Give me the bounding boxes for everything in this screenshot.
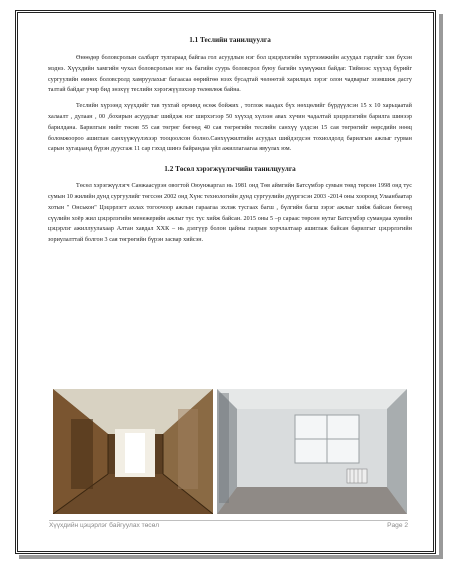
page-shadow-bottom — [19, 555, 443, 559]
section2-heading: 1.2 Төсөл хэрэгжүүлэгчийн танилцуулга — [164, 165, 296, 174]
room-photo — [217, 389, 407, 514]
section1-heading: 1.1 Теслийн танилцуулга — [189, 36, 271, 44]
page-number: Page 2 — [387, 522, 408, 529]
page-shadow-right — [439, 14, 443, 558]
document-body — [48, 36, 412, 246]
paragraph-project-scope: Теслийн хүрээнд хүүхдийг тав тухтай орчинд өсөж бойжих , тоглож наадах бүх нөхцөлийг бүрдүүлсэн 15 x 10 харьцаатай халаалт , дулаан , 00 ,бохирын асуудлыг шийдэж нэг ширхэгээр 50 хүүхэд хүлээн авах хүчин чадалтай цэцэрлэгийн барилга шинээр барилдана. Барилгын нийт төсөв 55 сая төгрөг бөгөөд 40 сая төгрөгийн теслийн санхүү үлдсэн 15 сая төгрөгийг өөрсдийн нөөц боломжоороо ашиглан санхүүжүүлэхээр тооцоолсон болно.Санхүүжилтийн асуудал шийдэгдсэн тохиолдолд барилгын ажлыг гурван сарын хугацаанд бүрэн дуусгаж 11 сар гэхэд шинэ байрандаа үйл ажиллагаагаа явуулах юм. — [48, 103, 412, 153]
footer-title: Хүүхдийн цэцэрлэг байгуулах төсөл — [49, 522, 160, 529]
photo-row — [53, 389, 407, 514]
page-footer — [49, 520, 408, 529]
corridor-photo — [53, 389, 213, 514]
paragraph-implementer: Төсөл хэрэгжүүлэгч Санжаасүрэн овогтой Оюунжаргал нь 1981 онд Төв аймгийн Батсүмбэр сумын төвд төрсөн 1998 онд тус сумын 10 жилийн дунд сургуулийг төгссөн 2002 онд Хүнс технологийн дунд сургуулийн дүүргэсэн 2003 -2014 оны хооронд Улаанбаатар хотын " Онськон" Цэцэрлэгт ахлах тогоочоор ажлын гараагаа эхлэж тусгаах багш , бүлгийн багш зэрэг ажлыг хийж байсан бөгөөд сүүлийн хоёр жил цэцэрлэгийн менежерийн ажлыг тус тус хийж байсан. 2015 оны 5 –р сараас төрсөн нутаг Батсүмбэр сумандаа хувийн цэцэрлэг ажиллуулахаар Алтан хавдал ХХК – нь дэлгүүр болон цайны газрын хорчлалтаар ашиглаж байсан барилгыг цэцэрлэгийн зориулалттай болгон 3 сая төгрөгийн бүрэн засвар хийсэн. — [48, 183, 412, 244]
paragraph-intro: Өнөөдөр боловсролын салбарт тулгараад байгаа гол асуудлын нэг бол цэцэрлэгийн хүртээмжийн асуудал гэдгийг хэн бүхэн мэднэ. Хүүхдийн хамгийн чухал боловсролын нэг нь багийн суурь боловсрол буюу багийн хүмүүжил байдаг. Тиймээс хүүхэд бүрийг сургуулийн өмнөх боловсролд хамруулахыг багаасаа өөрийгөө нээх бусадтай чөлөөтэй харилцах зэрэг олон чадварыг эзэмшиж дасгу талтай байдаг учир бид энэхүү теслийн хэрэгжүүлэхээр төлөвлөж байна. — [48, 55, 412, 94]
